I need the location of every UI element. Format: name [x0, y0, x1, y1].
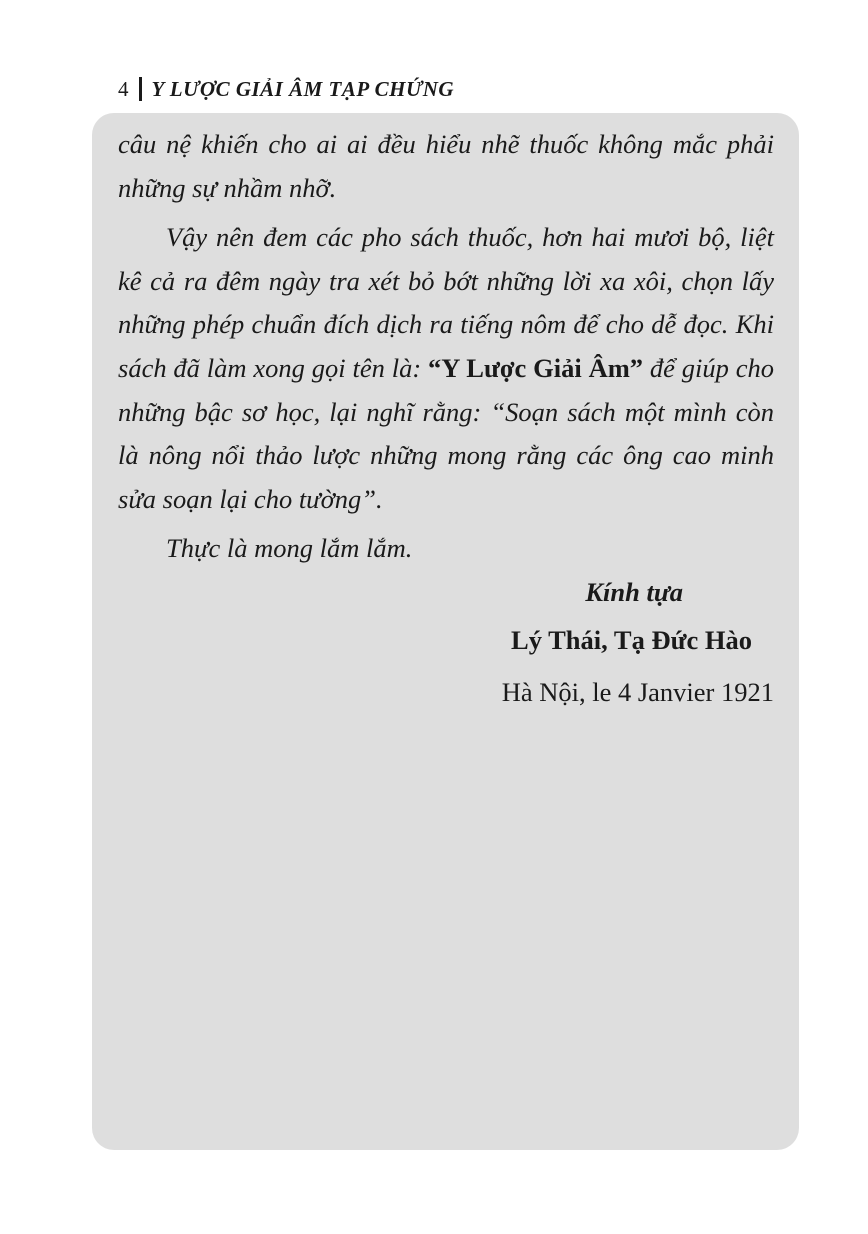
page-number: 4 — [118, 76, 129, 101]
paragraph-2-text-a: Vậy nên đem các pho sách thuốc, hơn hai mươi bộ, liệt kê cả ra đêm ngày tra xét bỏ bớt những lời xa xôi, chọn lấy những phép chuẩn đích dịch ra tiếng nôm để cho dễ đọc. Khi sách đã làm xong gọi tên là: — [118, 222, 774, 383]
paragraph-2 — [118, 216, 774, 521]
signature-place-date: Hà Nội, le 4 Janvier 1921 — [501, 677, 774, 707]
running-head — [118, 74, 454, 104]
paragraph-2-text-b: để giúp cho những bậc sơ học, lại nghĩ rằng: “Soạn sách một mình còn là nông nổi thảo lược những mong rằng các ông cao minh sửa soạn lại cho tường”. — [118, 352, 775, 514]
header-divider — [139, 77, 142, 101]
body-text — [118, 123, 774, 571]
signature-authors: Lý Thái, Tạ Đức Hào — [511, 625, 752, 655]
paragraph-3: Thực là mong lắm lắm. — [166, 533, 413, 564]
signature-greeting: Kính tựa — [585, 577, 683, 607]
book-name: “Y Lược Giải Âm” — [428, 352, 644, 383]
paragraph-1: câu nệ khiến cho ai ai đều hiểu nhẽ thuốc không mắc phải những sự nhầm nhỡ. — [118, 129, 774, 203]
running-title: Y LƯỢC GIẢI ÂM TẠP CHỨNG — [151, 76, 455, 101]
